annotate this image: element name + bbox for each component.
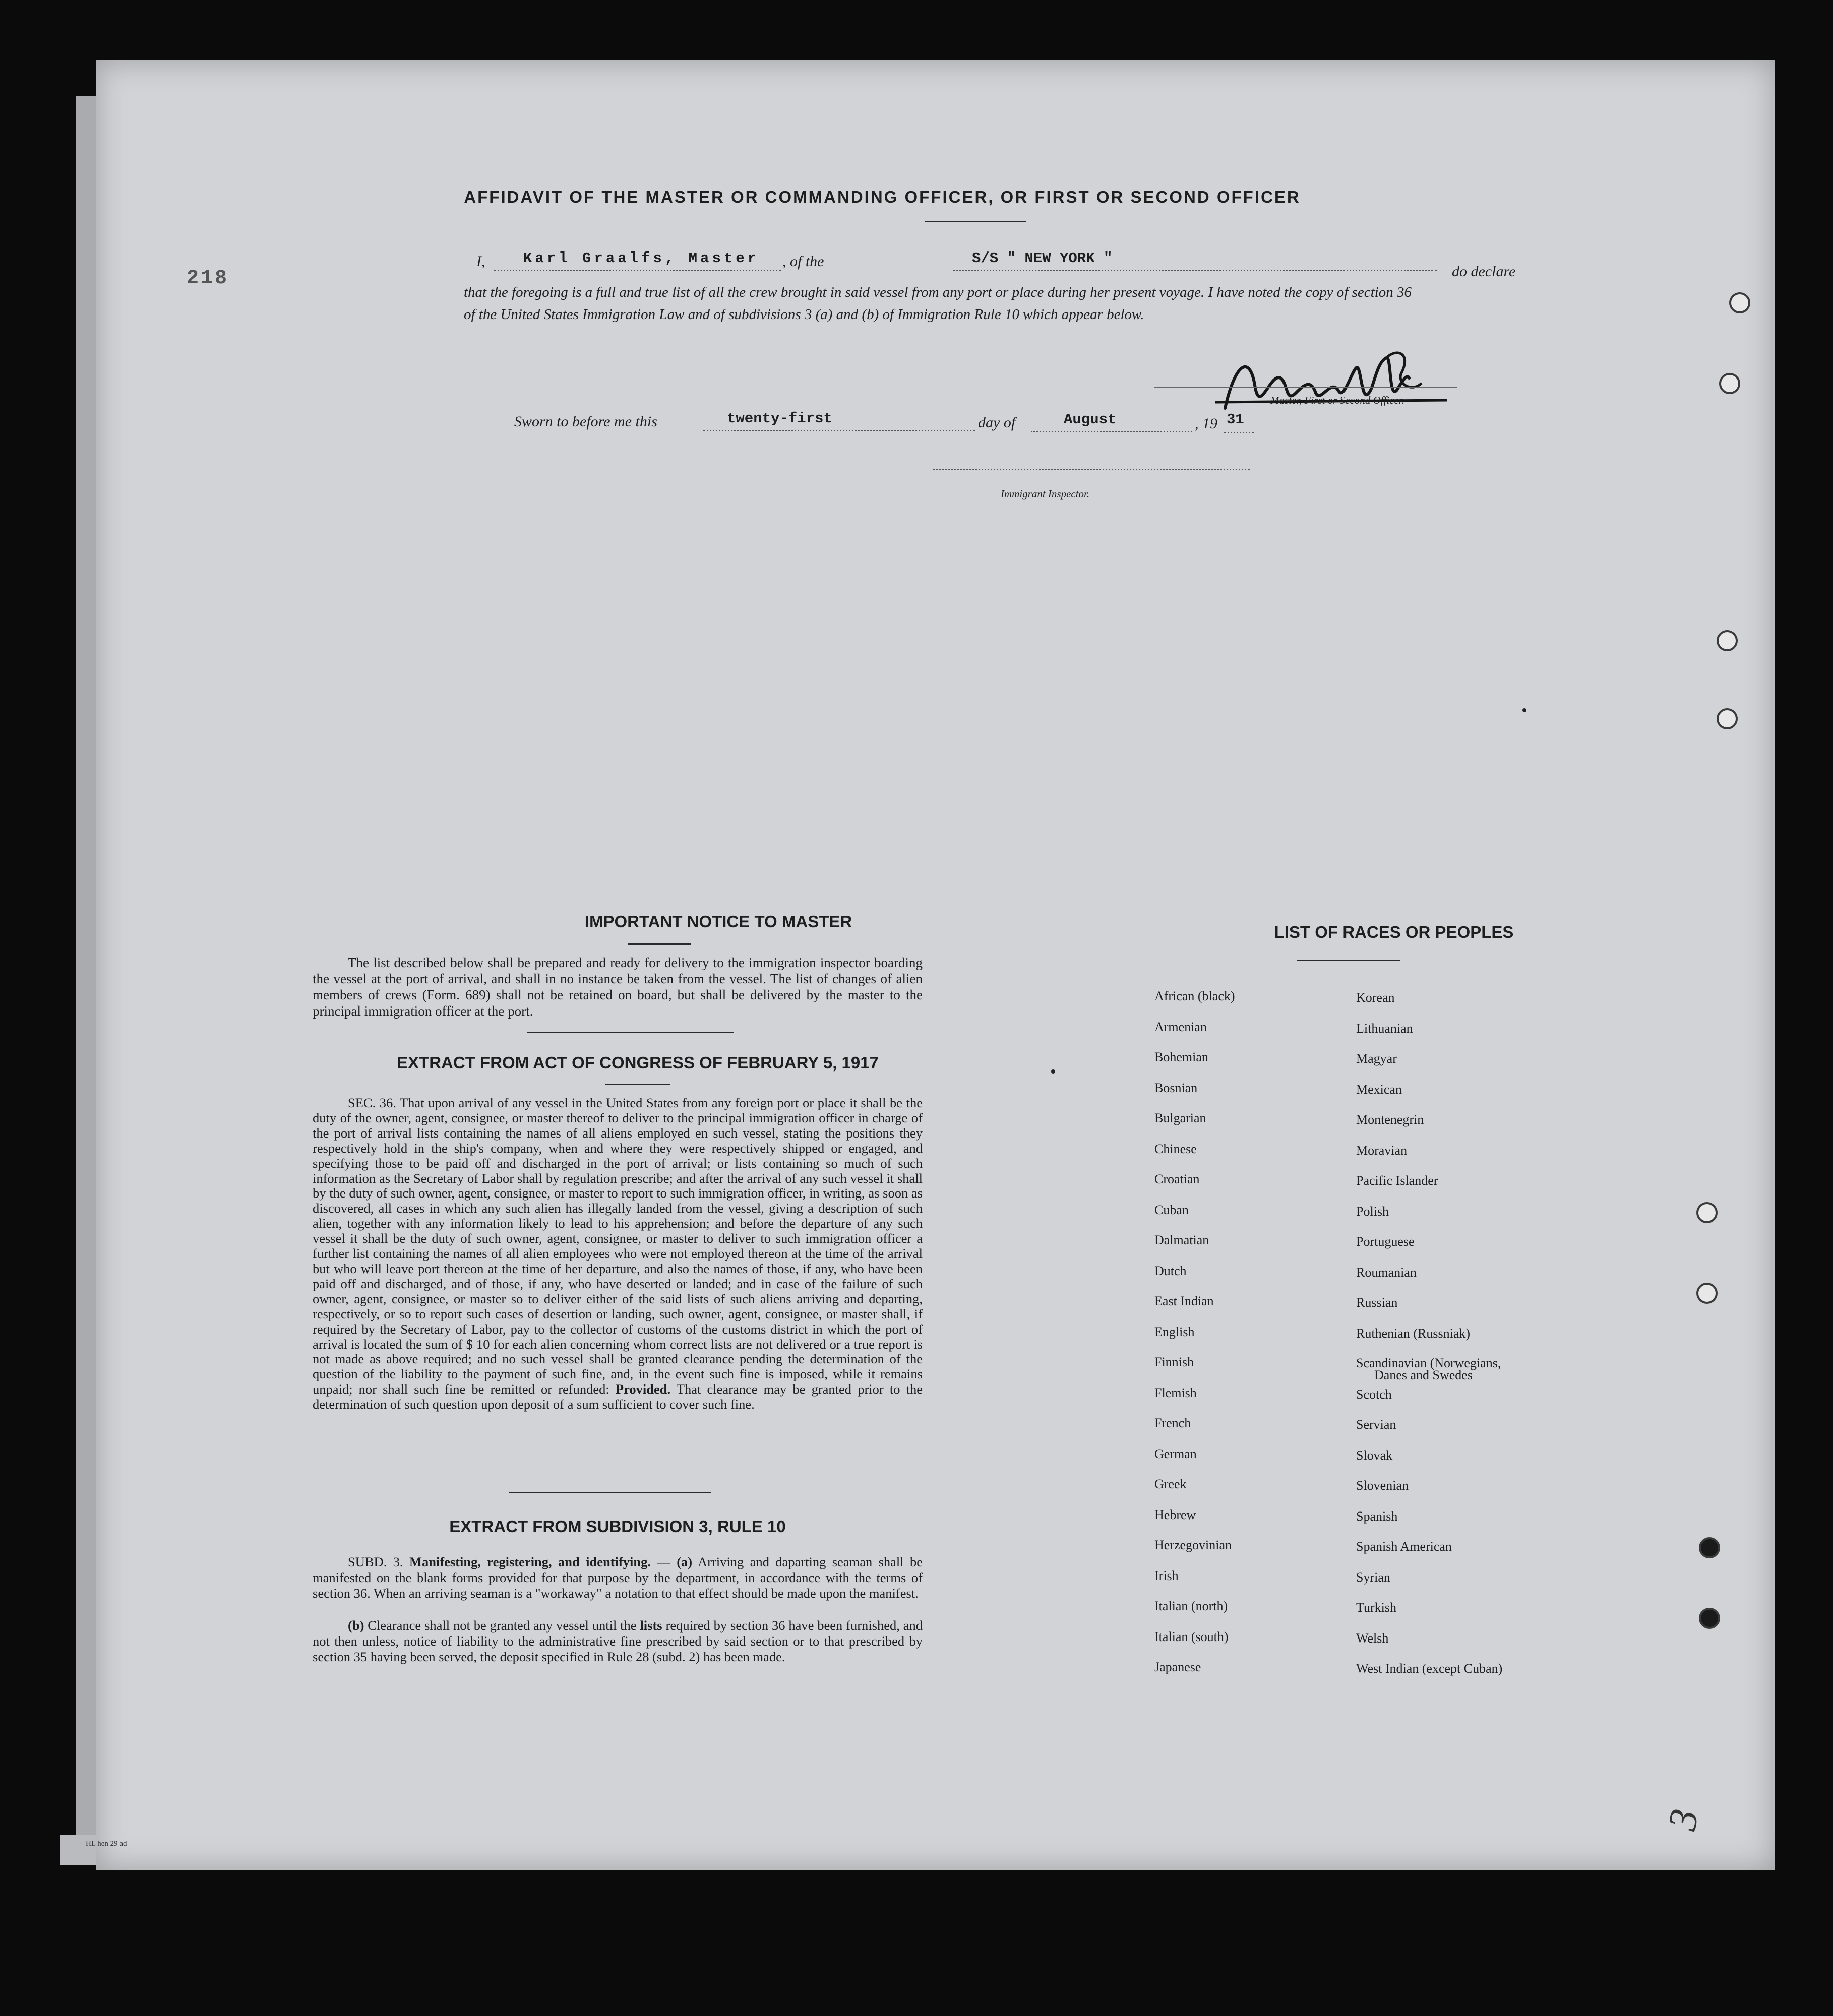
punch-hole-icon (1717, 630, 1738, 651)
race-continuation-label: Danes and Swedes (1374, 1368, 1473, 1382)
race-label: English (1154, 1324, 1195, 1339)
race-item (1154, 1172, 1356, 1203)
race-label: Magyar (1356, 1051, 1397, 1066)
subd-dash: — (657, 1554, 670, 1569)
rule-extract-b (313, 1618, 923, 1665)
provided-label: Provided. (615, 1381, 671, 1397)
race-label: Syrian (1356, 1569, 1390, 1585)
race-item (1154, 1142, 1356, 1172)
race-item (1154, 1294, 1356, 1325)
race-label: Slovenian (1356, 1478, 1409, 1493)
race-label: Spanish (1356, 1508, 1398, 1524)
race-item (1356, 1326, 1608, 1357)
race-label: Servian (1356, 1417, 1396, 1432)
sworn-day-line (703, 430, 975, 431)
race-item (1356, 1204, 1608, 1235)
race-label: Japanese (1154, 1660, 1201, 1674)
sworn-month-line (1031, 431, 1192, 432)
race-label: Pacific Islander (1356, 1173, 1438, 1188)
race-item (1154, 1416, 1356, 1446)
race-label: Ruthenian (Russniak) (1356, 1326, 1471, 1341)
race-item (1154, 1111, 1356, 1142)
race-item (1356, 990, 1608, 1021)
subd-a-body: Arriving and daparting seaman shall be manifested on the blank forms provided for that purpose by the department, in accordance with the terms of section 36. When an arriving seaman is a "workaway" a notation to that effect should be made upon the manifest. (313, 1554, 923, 1601)
affidavit-body: that the foregoing is a full and true list of all the crew brought in said vessel from any port or place during her present voyage. I have noted the copy of section 36 of the United States Immigration Law and of subdivisions 3 (a) and (b) of Immigration Rule 10 which appear below. (464, 284, 1412, 323)
race-item (1356, 1478, 1608, 1509)
punch-hole-icon (1696, 1283, 1718, 1304)
act-extract-title-rule (605, 1084, 670, 1085)
race-label: Montenegrin (1356, 1112, 1424, 1127)
punch-hole-icon (1729, 292, 1750, 313)
race-item (1154, 1507, 1356, 1538)
race-label: Irish (1154, 1568, 1179, 1583)
race-label: Turkish (1356, 1600, 1396, 1615)
race-item (1356, 1570, 1608, 1601)
act-extract-divider (509, 1492, 711, 1493)
race-item (1356, 1448, 1608, 1479)
race-label: German (1154, 1446, 1197, 1461)
punch-hole-icon (1719, 373, 1740, 394)
race-item (1154, 1355, 1356, 1385)
race-item (1154, 1050, 1356, 1081)
race-label: Slovak (1356, 1447, 1393, 1463)
race-item (1356, 1356, 1608, 1387)
margin-number: 218 (187, 267, 229, 290)
sworn-label: Sworn to before me this (514, 413, 657, 430)
punch-hole-icon (1696, 1202, 1718, 1223)
race-item (1356, 1112, 1608, 1143)
race-label: African (black) (1154, 989, 1235, 1003)
signature-caption: Master, First or Second Officer. (1270, 394, 1404, 406)
race-item (1154, 989, 1356, 1020)
race-label: Flemish (1154, 1385, 1197, 1400)
master-name-line (494, 270, 781, 271)
race-item (1154, 1446, 1356, 1477)
race-label: Dutch (1154, 1263, 1187, 1278)
ink-spot (1051, 1069, 1055, 1074)
inspector-caption: Immigrant Inspector. (1001, 488, 1090, 500)
race-item (1356, 1234, 1608, 1265)
race-item (1356, 1661, 1608, 1692)
of-the-label: , of the (782, 253, 824, 270)
subd-b-body-1: Clearance shall not be granted any vessel until the (368, 1618, 637, 1633)
race-label: East Indian (1154, 1294, 1214, 1308)
race-label: Polish (1356, 1204, 1389, 1219)
race-label: Croatian (1154, 1172, 1200, 1186)
race-label: Scotch (1356, 1387, 1392, 1402)
document-page (86, 60, 1775, 1870)
ink-spot (1522, 708, 1526, 712)
race-label: French (1154, 1416, 1191, 1430)
subd-b-lists: lists (640, 1618, 662, 1633)
race-item (1154, 1660, 1356, 1690)
race-item (1356, 1173, 1608, 1204)
race-item (1356, 1021, 1608, 1052)
subd-b-label: (b) (348, 1618, 364, 1633)
race-item (1356, 1509, 1608, 1540)
inspector-line (933, 469, 1250, 470)
punch-hole-icon (1699, 1608, 1720, 1629)
race-item (1154, 1477, 1356, 1507)
subd-label: SUBD. 3. (348, 1554, 403, 1569)
race-label: Cuban (1154, 1202, 1189, 1217)
race-label: Mexican (1356, 1082, 1402, 1097)
subd-b-body-2: required by section 36 have been furnished, and not then unless, notice of liability to the administrative fine prescribed by said section or to that prescribed by section 35 having been served, the deposit specified in Rule 28 (subd. 2) has been made. (313, 1618, 923, 1664)
race-label: Armenian (1154, 1019, 1207, 1034)
race-item (1154, 1203, 1356, 1233)
race-item (1356, 1265, 1608, 1296)
race-item (1154, 1233, 1356, 1264)
race-item (1356, 1082, 1608, 1113)
race-label: Roumanian (1356, 1265, 1417, 1280)
race-item (1154, 1568, 1356, 1599)
page-mark: 3 (1660, 1806, 1707, 1834)
do-declare-label: do declare (1452, 263, 1516, 280)
signature-line (1154, 387, 1457, 388)
race-item (1356, 1631, 1608, 1662)
races-column-1 (1154, 989, 1356, 1690)
race-item (1356, 1600, 1608, 1631)
race-label: Chinese (1154, 1141, 1197, 1156)
affidavit-i-label: I, (476, 253, 485, 270)
race-label: Scandinavian (Norwegians, (1356, 1356, 1501, 1370)
act-extract-text-end: That clearance may be granted prior to the determination of such question upon deposit of a sum sufficient to cover such fine. (313, 1381, 923, 1412)
notice-body: The list described below shall be prepared and ready for delivery to the immigration inspector boarding the vessel at the port of arrival, and shall in no instance be taken from the vessel. The list of changes of alien members of crews (Form. 689) shall not be retained on board, but shall be delivered by the master to the principal immigration officer at the port. (313, 955, 923, 1019)
act-extract-title: EXTRACT FROM ACT OF CONGRESS OF FEBRUARY 5, 1917 (397, 1053, 879, 1072)
sworn-year: 31 (1227, 411, 1244, 428)
race-label: Bosnian (1154, 1080, 1198, 1095)
rule-extract-title: EXTRACT FROM SUBDIVISION 3, RULE 10 (449, 1517, 786, 1536)
title-rule (925, 221, 1026, 222)
race-label: Bohemian (1154, 1050, 1208, 1064)
race-label: Greek (1154, 1477, 1187, 1491)
race-item (1356, 1539, 1608, 1570)
races-column-2 (1356, 990, 1608, 1692)
race-item (1356, 1387, 1608, 1418)
race-item (1154, 1599, 1356, 1629)
vessel-name: S/S " NEW YORK " (972, 250, 1113, 267)
race-label: Welsh (1356, 1630, 1389, 1646)
race-label: Korean (1356, 990, 1395, 1005)
race-label: Italian (south) (1154, 1629, 1229, 1644)
race-label: Bulgarian (1154, 1111, 1206, 1125)
race-item (1154, 1081, 1356, 1111)
affidavit-title: AFFIDAVIT OF THE MASTER OR COMMANDING OFFICER, OR FIRST OR SECOND OFFICER (464, 187, 1301, 206)
race-item (1154, 1385, 1356, 1416)
race-item (1356, 1051, 1608, 1082)
year-line (1224, 432, 1254, 433)
day-of-label: day of (978, 414, 1016, 431)
race-label: Russian (1356, 1295, 1398, 1310)
race-item (1154, 1325, 1356, 1355)
sworn-month: August (1064, 411, 1117, 428)
rule-extract-a (313, 1554, 923, 1601)
race-item (1154, 1264, 1356, 1294)
notice-title: IMPORTANT NOTICE TO MASTER (584, 912, 852, 931)
race-label: Spanish American (1356, 1539, 1452, 1554)
notice-divider (527, 1032, 734, 1033)
race-item (1154, 1020, 1356, 1050)
master-name: Karl Graalfs, Master (523, 250, 760, 267)
sworn-day: twenty-first (727, 410, 832, 427)
act-extract-body (313, 1096, 923, 1412)
race-item (1356, 1295, 1608, 1326)
race-label: Dalmatian (1154, 1233, 1209, 1247)
notice-title-rule (628, 943, 691, 945)
races-title-rule (1297, 960, 1400, 961)
form-code: HL hen 29 ad (86, 1840, 127, 1848)
race-label: Lithuanian (1356, 1021, 1413, 1036)
race-label: Finnish (1154, 1355, 1194, 1369)
race-label: Italian (north) (1154, 1599, 1228, 1613)
subd-heading: Manifesting, registering, and identifying. (409, 1554, 651, 1569)
race-item (1356, 1143, 1608, 1174)
race-label: Herzegovinian (1154, 1538, 1232, 1552)
race-label: Moravian (1356, 1143, 1408, 1158)
act-extract-text: SEC. 36. That upon arrival of any vessel in the United States from any foreign port or place it shall be the duty of the owner, agent, consignee, or master thereof to deliver to the principal immigration officer in charge of the port of arrival lists containing the names of all aliens employed en such vessel, stating the positions they respectively hold in the ship's company, when and where they were respectively shipped or engaged, and specifying those to be paid off and discharged in the port of arrival; or lists containing so much of such information as the Secretary of Labor shall by regulation prescribe; and after the arrival of any such vessel it shall by the duty of such owner, agent, consignee, or master to report to such immigration officer, in writing, as soon as discovered, all cases in which any such alien has illegally landed from the vessel, giving a description of such alien, together with any information likely to lead to his apprehension; and before the departure of any such vessel it shall be the duty of such owner, agent, consignee, or master to deliver to such immigration officer a further list containing the names of all alien employees who were not employed thereon at the time of the arrival but who will leave port thereon at the time of her departure, and also the names of those, if any, who have been paid off and discharged, and of those, if any, who have deserted or landed; and in case of the failure of such owner, agent, consignee, or master so to deliver either of the said lists of such aliens arriving and departing, respectively, or so to report such cases of desertion or landing, such owner, agent, consignee, or master shall, if required by the Secretary of Labor, pay to the collector of customs of the customs district in which the port of arrival is located the sum of $ 10 for each alien concerning whom correct lists are not delivered or a true report is not made as above required; and no such vessel shall be granted clearance pending the determination of the question of the liability to the payment of such fine, and, in the event such fine is imposed, while it remains unpaid; nor shall such fine be remitted or refunded: (313, 1095, 923, 1397)
subd-a-label: (a) (677, 1554, 693, 1569)
year-prefix: , 19 (1195, 415, 1217, 432)
race-item (1356, 1417, 1608, 1448)
race-item (1154, 1538, 1356, 1568)
race-label: Hebrew (1154, 1507, 1196, 1522)
vessel-line (953, 270, 1437, 271)
race-label: West Indian (except Cuban) (1356, 1661, 1503, 1676)
races-title: LIST OF RACES OR PEOPLES (1274, 923, 1514, 941)
punch-hole-icon (1699, 1537, 1720, 1558)
race-label: Portuguese (1356, 1234, 1415, 1249)
punch-hole-icon (1717, 708, 1738, 729)
race-item (1154, 1629, 1356, 1660)
